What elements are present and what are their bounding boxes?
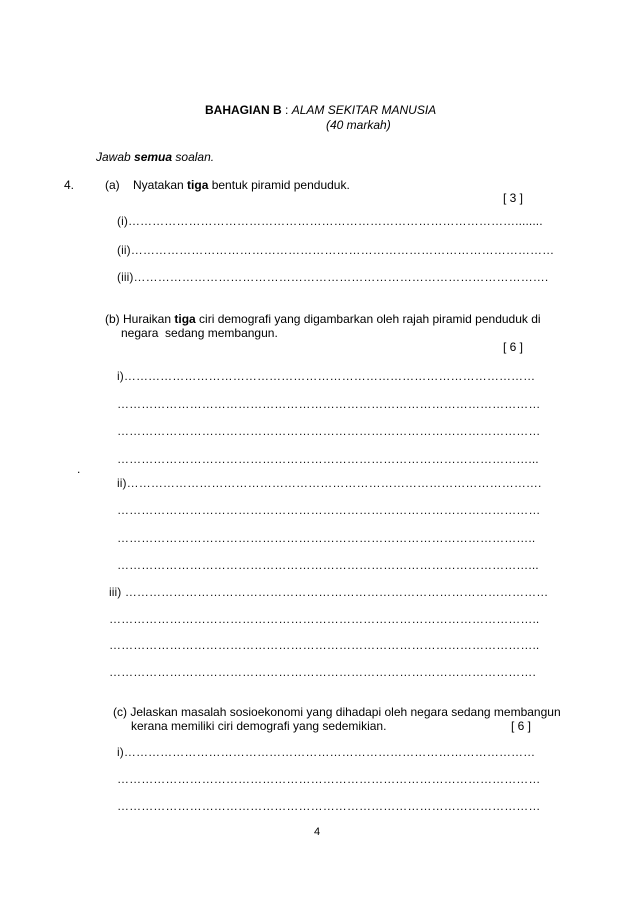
part-a-text-after: bentuk piramid penduduk.: [208, 178, 350, 192]
part-a-marks: [ 3 ]: [503, 191, 524, 205]
instructions-prefix: Jawab: [96, 150, 135, 164]
part-a-answer-line-2[interactable]: (ii)……………………………………………………………………………………………: [117, 243, 555, 257]
part-b-marks: [ 6 ]: [503, 340, 524, 354]
part-b-question: [105, 312, 541, 326]
part-b-answer-ii-line-1[interactable]: ii)………………………………………………………………………………………….: [117, 476, 542, 490]
part-a-bold: tiga: [187, 178, 209, 192]
part-a-answer-line-3[interactable]: (iii)………………………………………………………………………………………….: [117, 270, 549, 284]
part-c-answer-i-line-3[interactable]: ……………………………………………………………………………………………: [117, 799, 541, 813]
part-b-answer-ii-line-3[interactable]: …………………………………………………………………………………………..: [117, 531, 536, 545]
part-a-text-before: Nyatakan: [133, 178, 188, 192]
part-c-question-line-2: kerana memiliki ciri demografi yang sedemikian.: [131, 719, 387, 733]
section-title-separator: :: [281, 103, 292, 117]
part-c-answer-i-line-1[interactable]: i)…………………………………………………………………………………………: [117, 745, 536, 759]
page-number: 4: [314, 826, 321, 838]
section-marks: (40 markah): [326, 118, 391, 132]
part-b-answer-i-line-4[interactable]: …………………………………………………………………………………………...: [117, 452, 539, 466]
instructions-suffix: soalan.: [172, 150, 215, 164]
part-b-answer-i-line-1[interactable]: i)…………………………………………………………………………………………: [117, 369, 536, 383]
part-c-question-line-1: (c) Jelaskan masalah sosioekonomi yang dihadapi oleh negara sedang membangun: [113, 705, 561, 719]
part-b-question-line-2: negara sedang membangun.: [121, 326, 278, 340]
part-b-answer-i-line-3[interactable]: ……………………………………………………………………………………………: [117, 424, 541, 438]
part-a-label: (a): [105, 178, 120, 192]
instructions-bold: semua: [134, 150, 173, 164]
section-title-bold: BAHAGIAN B: [205, 103, 282, 117]
part-b-text-after: ciri demografi yang digambarkan oleh rajah piramid penduduk di: [195, 312, 541, 326]
part-b-bold: tiga: [174, 312, 196, 326]
part-b-answer-i-line-2[interactable]: ……………………………………………………………………………………………: [117, 397, 541, 411]
part-b-answer-iii-line-3[interactable]: ……………………………………………………………………………………………..: [109, 638, 540, 652]
section-title: [205, 103, 436, 117]
part-b-answer-ii-line-4[interactable]: …………………………………………………………………………………………...: [117, 558, 539, 572]
stray-dot: .: [77, 462, 81, 476]
part-b-answer-iii-line-4[interactable]: …………………………………………………………………………………………….: [109, 665, 536, 679]
section-title-topic: ALAM SEKITAR MANUSIA: [291, 103, 437, 117]
part-a-answer-line-1[interactable]: (i)……………………………………………………………………………………........: [117, 214, 543, 228]
part-c-answer-i-line-2[interactable]: ……………………………………………………………………………………………: [117, 772, 541, 786]
part-b-answer-iii-line-2[interactable]: ……………………………………………………………………………………………..: [109, 612, 540, 626]
instructions: [96, 150, 214, 164]
part-b-text-before: (b) Huraikan: [105, 312, 175, 326]
part-a-question: [133, 178, 350, 192]
part-b-answer-iii-line-1[interactable]: iii) ……………………………………………………………………………………………: [109, 585, 549, 599]
part-c-marks: [ 6 ]: [511, 719, 532, 733]
question-number: 4.: [64, 178, 75, 192]
part-b-answer-ii-line-2[interactable]: ……………………………………………………………………………………………: [117, 503, 541, 517]
